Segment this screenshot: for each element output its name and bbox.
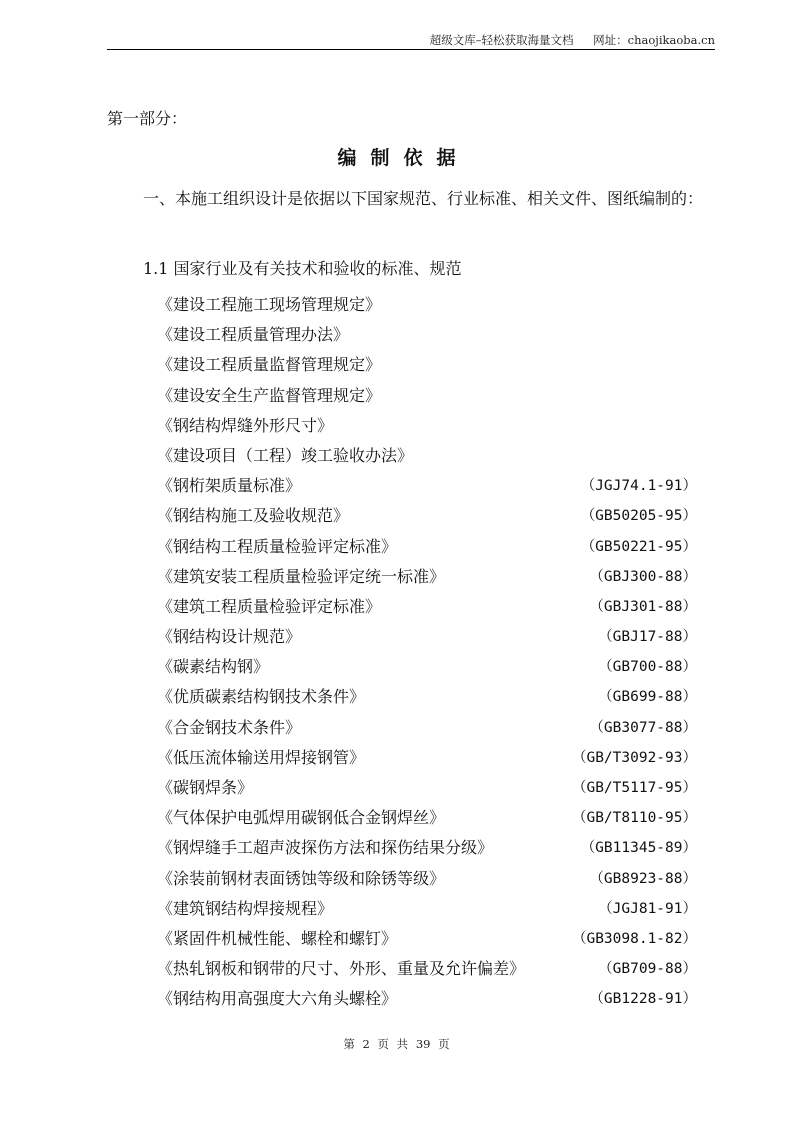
standard-name: 《建设项目（工程）竣工验收办法》 bbox=[157, 445, 414, 465]
standard-code: （GB11345-89） bbox=[580, 840, 697, 857]
list-item bbox=[157, 441, 697, 471]
standard-code: （GB8923-88） bbox=[589, 870, 697, 887]
standard-name: 《碳素结构钢》 bbox=[157, 657, 270, 677]
standard-name: 《钢结构用高强度大六角头螺栓》 bbox=[157, 989, 398, 1009]
list-item bbox=[157, 773, 697, 803]
standard-code: （GB50221-95） bbox=[580, 538, 697, 555]
list-item bbox=[157, 984, 697, 1014]
standard-name: 《合金钢技术条件》 bbox=[157, 717, 302, 737]
list-item bbox=[157, 290, 697, 320]
standard-name: 《气体保护电弧焊用碳钢低合金钢焊丝》 bbox=[157, 808, 446, 828]
list-item bbox=[157, 713, 697, 743]
intro-paragraph: 一、本施工组织设计是依据以下国家规范、行业标准、相关文件、图纸编制的： bbox=[143, 189, 704, 208]
standard-name: 《建设工程质量监督管理规定》 bbox=[157, 355, 382, 375]
list-item bbox=[157, 592, 697, 622]
header-url-text: 网址：chaojikaoba.cn bbox=[593, 33, 715, 47]
standard-code: （GBJ301-88） bbox=[589, 598, 697, 615]
standard-name: 《建设安全生产监督管理规定》 bbox=[157, 385, 382, 405]
list-item bbox=[157, 411, 697, 441]
list-item bbox=[157, 471, 697, 501]
header-site-text: 超级文库–轻松获取海量文档 bbox=[429, 33, 574, 47]
list-item bbox=[157, 532, 697, 562]
standard-name: 《热轧钢板和钢带的尺寸、外形、重量及允许偏差》 bbox=[157, 959, 526, 979]
list-item bbox=[157, 350, 697, 380]
list-item bbox=[157, 954, 697, 984]
list-item bbox=[157, 381, 697, 411]
part-label: 第一部分： bbox=[107, 109, 188, 128]
standard-code: （GB/T5117-95） bbox=[571, 780, 697, 796]
standard-name: 《钢桁架质量标准》 bbox=[157, 476, 302, 496]
list-item bbox=[157, 864, 697, 894]
list-item bbox=[157, 833, 697, 863]
list-item bbox=[157, 924, 697, 954]
standard-name: 《建筑安装工程质量检验评定统一标准》 bbox=[157, 566, 446, 586]
list-item bbox=[157, 803, 697, 833]
standard-name: 《建筑钢结构焊接规程》 bbox=[157, 898, 334, 918]
list-item bbox=[157, 652, 697, 682]
list-item bbox=[157, 743, 697, 773]
list-item bbox=[157, 894, 697, 924]
standard-name: 《钢结构焊缝外形尺寸》 bbox=[157, 415, 334, 435]
standard-code: （GBJ300-88） bbox=[589, 568, 697, 585]
standard-code: （GB709-88） bbox=[598, 961, 697, 978]
list-item bbox=[157, 501, 697, 531]
page-footer: 第 2 页 共 39 页 bbox=[343, 1037, 450, 1051]
standard-name: 《优质碳素结构钢技术条件》 bbox=[157, 687, 366, 707]
standard-name: 《建设工程质量管理办法》 bbox=[157, 325, 350, 345]
standard-name: 《钢结构工程质量检验评定标准》 bbox=[157, 536, 398, 556]
standard-code: （GB1228-91） bbox=[589, 991, 697, 1008]
standard-code: （GB/T3092-93） bbox=[571, 749, 697, 766]
standard-code: （GB700-88） bbox=[598, 659, 697, 676]
standard-name: 《钢结构设计规范》 bbox=[157, 627, 302, 647]
standard-code: （GBJ17-88） bbox=[598, 629, 697, 646]
list-item bbox=[157, 320, 697, 350]
list-item bbox=[157, 622, 697, 652]
standards-list bbox=[157, 290, 697, 1015]
standard-name: 《碳钢焊条》 bbox=[157, 778, 254, 797]
standard-name: 《紧固件机械性能、螺栓和螺钉》 bbox=[157, 928, 398, 948]
standard-name: 《钢结构施工及验收规范》 bbox=[157, 506, 350, 526]
page-header bbox=[107, 32, 715, 50]
standard-code: （GB699-88） bbox=[598, 689, 697, 706]
page-title: 编制依据 bbox=[337, 147, 470, 169]
list-item bbox=[157, 562, 697, 592]
standard-name: 《建设工程施工现场管理规定》 bbox=[157, 295, 382, 314]
standard-code: （JGJ74.1-91） bbox=[580, 478, 697, 495]
standard-code: （JGJ81-91） bbox=[598, 900, 697, 917]
standard-name: 《钢焊缝手工超声波探伤方法和探伤结果分级》 bbox=[157, 838, 494, 858]
standard-code: （GB3098.1-82） bbox=[571, 930, 697, 947]
standard-name: 《建筑工程质量检验评定标准》 bbox=[157, 596, 382, 616]
standard-name: 《涂装前钢材表面锈蚀等级和除锈等级》 bbox=[157, 868, 446, 888]
standard-code: （GB3077-88） bbox=[589, 719, 697, 736]
list-item bbox=[157, 682, 697, 712]
standard-code: （GB50205-95） bbox=[580, 508, 697, 525]
standard-name: 《低压流体输送用焊接钢管》 bbox=[157, 747, 366, 767]
standard-code: （GB/T8110-95） bbox=[571, 810, 697, 827]
section-heading: 1.1 国家行业及有关技术和验收的标准、规范 bbox=[143, 259, 462, 278]
